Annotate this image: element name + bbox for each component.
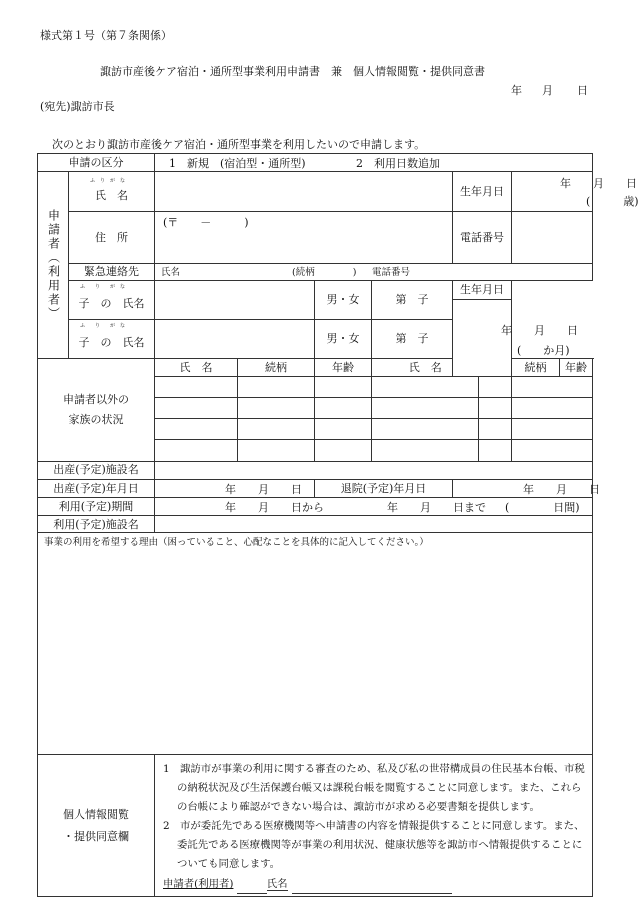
date-day: 日 [577, 84, 588, 97]
birth-date-field[interactable] [155, 479, 315, 497]
address-field[interactable] [155, 211, 453, 264]
child2-furigana: ふ り が な [80, 322, 126, 329]
signature-name-label: 氏名 [266, 878, 288, 891]
application-type-label: 申請の区分 [38, 154, 155, 172]
child2-order[interactable]: 第 子 [372, 319, 453, 358]
form-number: 様式第１号（第７条関係） [40, 29, 172, 42]
family-col-relation-2: 続柄 [512, 359, 560, 376]
emergency-name: 氏名 [161, 267, 181, 279]
consent-item-2: 2 市が委託先である医療機関等へ申請書の内容を情報提供することに同意します。また、委託先である医療機関等が事業の利用状況、健康状態等を諏訪市へ情報提供することについても同意します。 [163, 820, 585, 871]
option-add-days[interactable]: 2 利用日数追加 [356, 157, 440, 170]
child-birthdate-label: 生年月日 [453, 280, 512, 299]
addressee: (宛先)諏訪市長 [40, 100, 115, 113]
usage-facility-label: 利用(予定)施設名 [38, 516, 155, 533]
option-new[interactable]: 1 新規 (宿泊型・通所型) [169, 157, 306, 170]
emergency-phone: 電話番号 [372, 267, 411, 279]
application-form-table [37, 153, 639, 897]
form-title: 諏訪市産後ケア宿泊・通所型事業利用申請書 兼 個人情報閲覧・提供同意書 [100, 65, 485, 78]
usage-period-label: 利用(予定)期間 [38, 498, 155, 516]
child1-order[interactable]: 第 子 [372, 280, 453, 319]
usage-facility-field[interactable] [155, 516, 593, 533]
child2-sex[interactable]: 男・女 [315, 319, 372, 358]
reason-field[interactable] [38, 533, 593, 755]
birth-facility-field[interactable] [155, 461, 593, 479]
birth-ymd: 年 月 日 [560, 177, 637, 191]
reason-label: 事業の利用を希望する理由（困っていること、心配なことを具体的に記入してください。） [44, 537, 429, 549]
consent-label: 個人情報閲覧 ・提供同意欄 [38, 755, 155, 897]
address-label: 住 所 [69, 211, 155, 264]
consent-item-1: 1 諏訪市が事業の利用に関する審査のため、私及び私の世帯構成員の住民基本台帳、市税の納税状況及び生活保護台帳又は課税台帳を閲覧することに同意します。また、これらの台帳により確認ができない場合は、諏訪市が求める必要書類を提供します。 [163, 763, 585, 814]
consent-content [155, 755, 593, 897]
phone-label: 電話番号 [453, 211, 512, 264]
birthdate-label: 生年月日 [453, 172, 512, 211]
family-label: 申請者以外の 家族の状況 [38, 359, 155, 461]
family-col-name-2: 氏 名 [372, 359, 479, 376]
child1-furigana: ふ り が な [80, 283, 126, 290]
emergency-relation: (続柄 ) [292, 267, 357, 279]
discharge-date-ymd: 年 月 日 [523, 482, 600, 496]
family-col-age-2: 年齢 [560, 359, 593, 376]
emergency-contact-label: 緊急連絡先 [69, 264, 155, 280]
applicant-side-label: 申請者（利用者） [38, 172, 69, 359]
child2-name-field[interactable] [155, 319, 315, 358]
emergency-contact-field[interactable] [155, 264, 593, 280]
birthdate-field[interactable] [512, 172, 639, 211]
period-days: ( 日間) [505, 501, 580, 515]
furigana-label: ふ り が な [90, 178, 126, 185]
discharge-date-label: 退院(予定)年月日 [315, 479, 453, 497]
postal-code: (〒 － ) [163, 215, 249, 229]
child2-name-label: ふ り が な 子 の 氏名 [69, 319, 155, 358]
applicant-name-field[interactable] [155, 172, 453, 211]
period-from: 年 月 日から [225, 501, 324, 515]
signature-label: 申請者(利用者) [163, 878, 234, 891]
age-field: ( 歳) [586, 195, 639, 209]
signature-row [163, 875, 586, 894]
application-type-options[interactable] [155, 154, 593, 172]
family-col-name-1: 氏 名 [155, 359, 238, 376]
date-year: 年 [511, 84, 522, 97]
period-to: 年 月 日まで [387, 501, 486, 515]
intro-text: 次のとおり諏訪市産後ケア宿泊・通所型事業を利用したいので申請します。 [52, 138, 426, 151]
child-months: ( か月) [517, 343, 570, 357]
birth-date-ymd: 年 月 日 [225, 482, 302, 496]
applicant-name-label: ふ り が な 氏 名 [69, 172, 155, 211]
family-col-relation-1: 続柄 [238, 359, 315, 376]
birth-facility-label: 出産(予定)施設名 [38, 461, 155, 479]
phone-field[interactable] [512, 211, 593, 264]
child-birth-ymd: 年 月 日 [501, 323, 578, 337]
birth-date-label: 出産(予定)年月日 [38, 479, 155, 497]
child1-name-field[interactable] [155, 280, 315, 319]
signature-line[interactable] [292, 881, 452, 894]
usage-period-field[interactable] [155, 498, 593, 516]
child1-name-label: ふ り が な 子 の 氏名 [69, 280, 155, 319]
date-month: 月 [542, 84, 553, 97]
family-col-age-1: 年齢 [315, 359, 372, 376]
discharge-date-field[interactable] [453, 479, 600, 497]
child1-sex[interactable]: 男・女 [315, 280, 372, 319]
